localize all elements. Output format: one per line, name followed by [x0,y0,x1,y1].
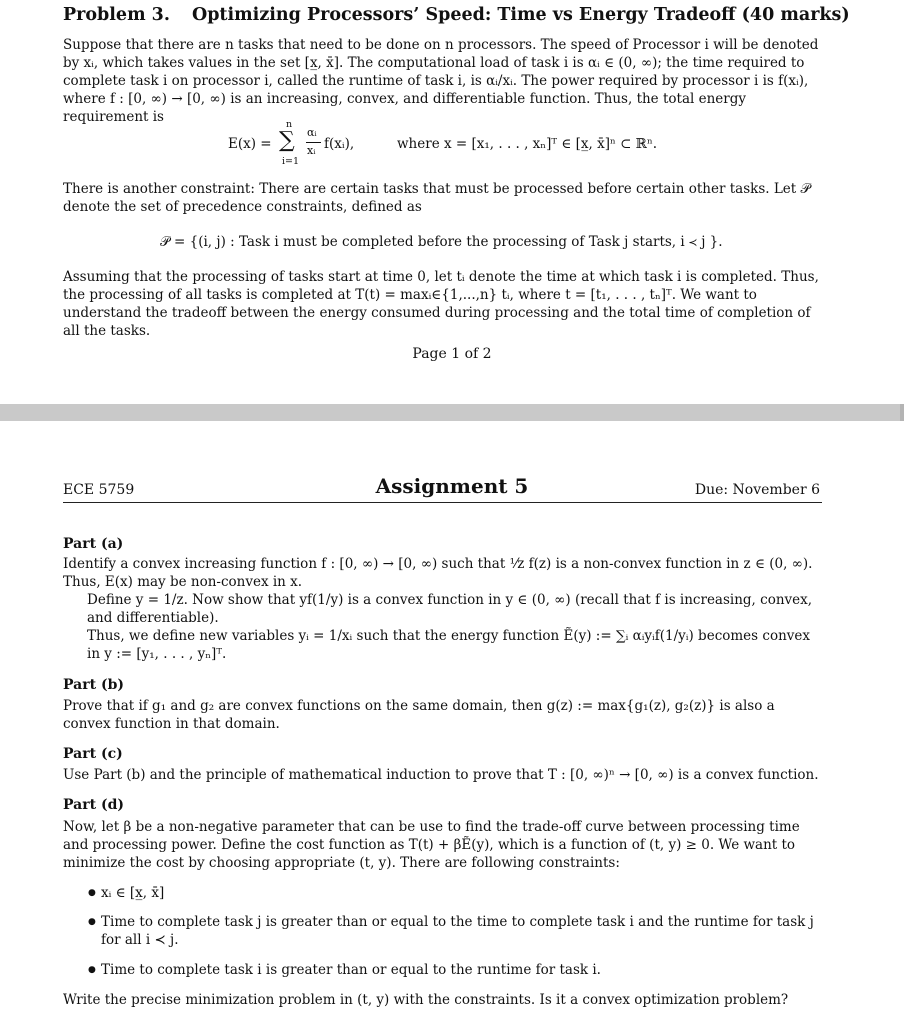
constraint-bullet-2: Time to complete task j is greater than or equal to the time to complete task i and the runtime for task j for all i ≺ j. [101,914,814,948]
energy-term: f(xᵢ), [324,136,355,152]
page-footer: Page 1 of 2 [412,346,492,362]
assignment-title: Assignment 5 [375,474,529,498]
sum-lower-limit: i=1 [282,156,300,167]
bullet-dot: ● [88,917,96,927]
course-code: ECE 5759 [63,482,135,498]
page-divider [0,404,904,421]
constraint-bullet-1: xᵢ ∈ [x̲, x̄] [101,885,165,901]
part-c-title: Part (c) [63,746,123,762]
part-a-paragraph-3: Thus, we define new variables yᵢ = 1/xᵢ such that the energy function Ẽ(y) := ∑ᵢ αᵢyᵢf(1/yᵢ) becomes convex in y := [y₁, . . . , yₙ]ᵀ. [87,628,811,662]
part-d-paragraph: Now, let β be a non-negative parameter that can be use to find the trade-off curve between processing time and processing power. Define the cost function as T(t) + βẼ(y), which is a function of (t, y) ≥ 0. We want to minimize the cost by choosing appropriate (t, y). There are following constraints: [63,819,800,871]
part-b-paragraph: Prove that if g₁ and g₂ are convex functions on the same domain, then g(z) := max{g₁(z), g₂(z)} is also a convex function in that domain. [63,698,775,732]
header-rule [63,502,822,503]
bullet-dot: ● [88,888,96,898]
energy-lhs: E(x) = [228,136,272,152]
sum-upper-limit: n [286,119,293,130]
intro-paragraph: Suppose that there are n tasks that need to be done on n processors. The speed of Processor i will be denoted by xᵢ, which takes values in the set [x̲, x̄]. The computational load of task i is αᵢ ∈ (0, ∞); the time required to complete task i on processor i, called the runtime of task i, is αᵢ/xᵢ. The power required by processor i is f(xᵢ), where f : [0, ∞) → [0, ∞) is an increasing, convex, and differentiable function. Thus, the total energy requirement is [63,37,819,125]
sum-symbol: ∑ [279,128,295,153]
part-d-closing: Write the precise minimization problem in (t, y) with the constraints. Is it a convex optimization problem? [63,992,789,1008]
constraint-paragraph: There is another constraint: There are certain tasks that must be processed before certain other tasks. Let 𝒫 denote the set of precedence constraints, defined as [63,181,811,215]
bullet-dot: ● [88,965,96,975]
fraction-bar [306,142,321,143]
page-divider-shade [900,404,904,421]
constraint-bullet-3: Time to complete task i is greater than or equal to the runtime for task i. [101,962,601,978]
part-a-paragraph-1: Identify a convex increasing function f : [0, ∞) → [0, ∞) such that ¹⁄z f(z) is a non-convex function in z ∈ (0, ∞). Thus, E(x) may be non-convex in x. [63,556,813,590]
part-d-title: Part (d) [63,797,124,813]
energy-where-clause: where x = [x₁, . . . , xₙ]ᵀ ∈ [x̲, x̄]ⁿ ⊂ ℝⁿ. [397,136,658,152]
problem-heading: Optimizing Processors’ Speed: Time vs Energy Tradeoff (40 marks) [191,5,850,25]
fraction-numerator: αᵢ [307,126,317,139]
completion-paragraph: Assuming that the processing of tasks start at time 0, let tᵢ denote the time at which task i is completed. Thus, the processing of all tasks is completed at T(t) = maxᵢ∈{1,...,n} tᵢ, where t = [t₁, . . . , tₙ]ᵀ. We want to understand the tradeoff between the energy consumed during processing and the total time of completion of all the tasks. [63,269,819,339]
page-1 [0,0,904,404]
problem-number: Problem 3. [63,5,170,25]
part-a-paragraph-2: Define y = 1/z. Now show that yf(1/y) is a convex function in y ∈ (0, ∞) (recall that f is increasing, convex, and differentiable). [87,592,813,626]
precedence-equation: 𝒫 = {(i, j) : Task i must be completed before the processing of Task j starts, i ≺ j }. [160,234,723,250]
part-b-title: Part (b) [63,677,124,693]
part-a-title: Part (a) [63,536,124,552]
due-date: Due: November 6 [694,482,820,498]
page-2 [0,421,904,1024]
part-c-paragraph: Use Part (b) and the principle of mathematical induction to prove that T : [0, ∞)ⁿ → [0, ∞) is a convex function. [63,767,819,783]
problem-title [63,5,850,25]
fraction-denominator: xᵢ [307,144,316,157]
